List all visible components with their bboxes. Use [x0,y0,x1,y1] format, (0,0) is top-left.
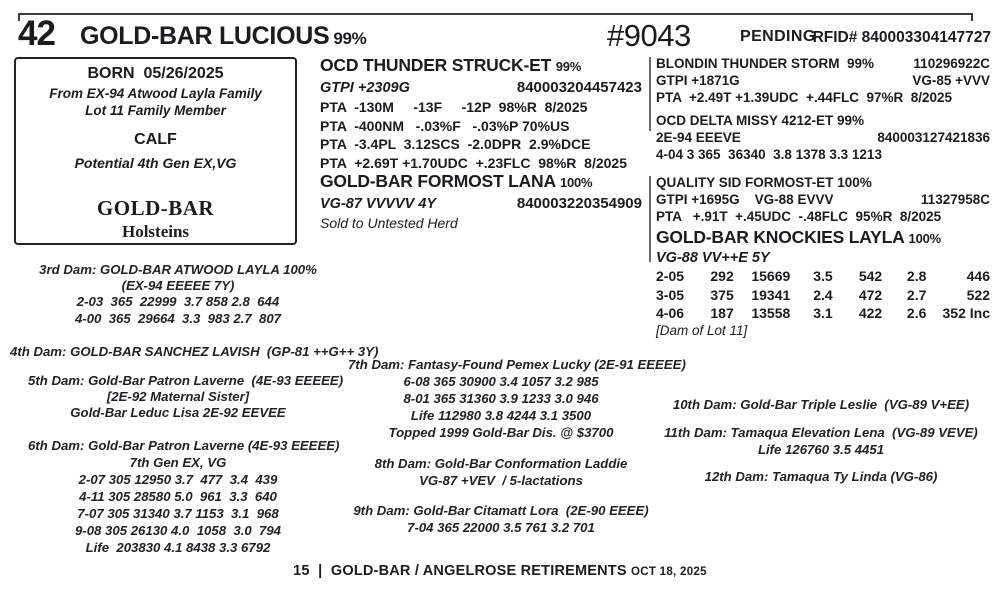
pedigree-line: 11th Dam: Tamaqua Elevation Lena (VG-89 VEVE) [664,425,978,440]
dam-purity-pct: 100% [559,175,593,190]
pedigree-line: 7-04 365 22000 3.5 761 3.2 701 [407,520,595,535]
pedigree-line: 4-00 365 29664 3.3 983 2.7 807 [74,310,282,326]
sire-gtpi-row [320,79,642,96]
lactation-record-cell: 3.1 [813,305,833,321]
lactation-record-cell: 2.6 [906,305,927,321]
animal-title [80,22,366,51]
footer-sale-title: 15 | GOLD-BAR / ANGELROSE RETIREMENTS [293,563,631,579]
pedigree-line: 7-07 305 31340 3.7 1153 3.1 968 [77,506,279,521]
pedigree-line: [2E-92 Maternal Sister] [106,389,250,405]
sire-dam-classification: 2E-94 EEEVE [656,130,741,145]
pedigree-line: 4-11 305 28580 5.0 961 3.3 640 [79,489,277,504]
sire-sire-reg: 110296922C [913,56,990,71]
lactation-record-cell: 542 [858,268,883,284]
pedigree-line: Topped 1999 Gold-Bar Dis. @ $3700 [388,425,614,440]
dam-sire-name: QUALITY SID FORMOST-ET 100% [656,175,872,190]
lactation-record-cell: 187 [710,305,734,321]
rfid-number: RFID# 840003304147727 [812,29,991,46]
lactation-record-cell: 4-06 [656,305,685,321]
sire-sire-name: BLONDIN THUNDER STORM 99% [656,56,875,71]
pedigree-line: 2-03 365 22999 3.7 858 2.8 644 [76,294,280,310]
sire-block [320,55,642,172]
pedigree-line: 9-08 305 26130 4.0 1058 3.0 794 [74,523,282,538]
lactation-record-cell: 3-05 [656,286,685,303]
sire-reg-number: 840003204457423 [516,79,642,96]
pedigree-line: 9th Dam: Gold-Bar Citamatt Lora (2E-90 EEEE) [353,503,649,518]
twelfth-dam-block [656,468,986,485]
sire-parents-bracket [649,57,651,131]
pedigree-line: PTA -3.4PL 3.12SCS -2.0DPR 2.9%DCE [320,136,591,152]
family-note-2: Lot 11 Family Member [85,103,226,118]
dam-dam-lactation-records [656,267,990,323]
animal-name: GOLD-BAR LUCIOUS [80,22,330,50]
sire-sire-classification: VG-85 +VVV [912,73,990,88]
pedigree-line: PTA -400NM -.03%F -.03%P 70%US [320,117,570,134]
sire-dam-record: 4-04 3 365 36340 3.8 1378 3.3 1213 [656,147,882,162]
lactation-record-cell: 15669 [751,268,791,284]
footer-sale-date: OCT 18, 2025 [630,566,707,578]
eleventh-dam-block [656,424,986,458]
lactation-record-cell: 2.4 [813,286,833,303]
top-rule [18,13,973,15]
lactation-record-cell: 472 [858,286,883,303]
dam-name: GOLD-BAR FORMOST LANA 100% [320,171,593,191]
lactation-record-cell: 446 [966,268,990,284]
lactation-record-cell: 522 [966,286,990,303]
dam-reg-number: 840003220354909 [516,195,642,212]
crop-tick-right [971,13,973,21]
pedigree-line: Life 112980 3.8 4244 3.1 3500 [410,408,592,423]
dam-sire-gtpi: GTPI +1695G VG-88 EVVV [656,192,834,207]
lactation-record-cell: 2.8 [906,268,927,284]
sire-name: OCD THUNDER STRUCK-ET 99% [320,55,582,75]
pedigree-line: 12th Dam: Tamaqua Ty Linda (VG-86) [704,469,938,484]
dam-sale-note: Sold to Untested Herd [320,215,458,231]
consignor-breed: Holsteins [121,222,190,241]
dam-block [320,171,642,231]
lactation-record-cell: 2.7 [906,286,927,303]
pedigree-line: 6-08 365 30900 3.4 1057 3.2 985 [403,374,599,389]
tag-number: #9043 [607,18,691,53]
sire-sire-name-row [656,55,990,72]
pedigree-line: Life 126760 3.5 4451 [757,442,885,457]
dam-score-row [320,195,642,212]
dam-of-lot-note: [Dam of Lot 11] [656,322,748,338]
seventh-dam-block [348,356,686,441]
dam-dam-name: GOLD-BAR KNOCKIES LAYLA 100% [656,227,941,247]
pedigree-line: PTA +2.69T +1.70UDC +.23FLC 98%R 8/2025 [320,154,627,171]
pedigree-line: 7th Gen EX, VG [129,455,227,470]
dam-dam-classification: VG-88 VV++E 5Y [656,250,770,266]
pedigree-line: 2-07 305 12950 3.7 477 3.4 439 [78,472,278,487]
born-date: BORN 05/26/2025 [87,65,224,82]
lactation-record-row [656,267,990,286]
lactation-record-row [656,304,990,323]
lactation-record-cell: 3.5 [813,268,833,284]
lactation-record-cell: 292 [710,268,734,284]
pedigree-line: 4th Dam: GOLD-BAR SANCHEZ LAVISH (GP-81 ++G++ 3Y) [10,344,379,359]
pedigree-line: 8-01 365 31360 3.9 1233 3.0 946 [403,391,599,406]
lactation-record-cell: 19341 [751,286,791,303]
page-footer [0,563,1000,579]
sire-parents-block [656,55,990,163]
pedigree-line: 3rd Dam: GOLD-BAR ATWOOD LAYLA 100% [39,262,317,277]
sire-gtpi: GTPI +2309G [320,80,410,96]
dam-parents-block [656,174,990,338]
pedigree-line: 6th Dam: Gold-Bar Patron Laverne (4E-93 EEEEE) [28,438,340,453]
tenth-dam-block [656,396,986,413]
third-dam-block [28,262,328,327]
sire-dam-name: OCD DELTA MISSY 4212-ET 99% [656,113,865,128]
dam-parents-bracket [649,176,651,262]
dam-classification: VG-87 VVVVV 4Y [320,196,437,212]
dam-sire-pta: PTA +.91T +.45UDC -.48FLC 95%R 8/2025 [656,209,942,224]
sire-sire-pta: PTA +2.49T +1.39UDC +.44FLC 97%R 8/2025 [656,90,953,105]
fourth-dam-block [10,344,379,360]
pedigree-line: PTA -130M -13F -12P 98%R 8/2025 [320,99,588,115]
dam-dam-purity-pct: 100% [908,231,941,246]
lactation-record-cell: 422 [858,305,883,321]
pedigree-line: 5th Dam: Gold-Bar Patron Laverne (4E-93 EEEEE) [28,373,344,388]
fifth-dam-block [28,373,344,422]
pedigree-line: 8th Dam: Gold-Bar Conformation Laddie [374,456,628,471]
lactation-record-cell: 13558 [751,305,791,321]
animal-type: CALF [134,131,177,148]
potential-note: Potential 4th Gen EX,VG [74,155,237,171]
sire-dam-score-row [656,129,990,146]
lactation-record-cell: 375 [710,286,734,303]
pedigree-line: Gold-Bar Leduc Lisa 2E-92 EEVEE [70,405,286,421]
dam-sire-gtpi-row [656,191,990,208]
lot-number: 42 [18,14,55,53]
sixth-dam-block [28,437,340,556]
pedigree-line: 10th Dam: Gold-Bar Triple Leslie (VG-89 V+EE) [672,397,970,412]
lactation-record-cell: 352 Inc [942,305,990,321]
pedigree-line: Life 203830 4.1 8438 3.3 6792 [85,540,271,555]
pedigree-line: VG-87 +VEV / 5-lactations [419,473,583,488]
sire-reliability-pct: 99% [555,59,582,74]
lactation-record-cell: 2-05 [656,268,685,284]
pedigree-line: (EX-94 EEEEE 7Y) [121,278,235,294]
sire-sire-gtpi: GTPI +1871G [656,73,740,88]
animal-reliability-pct: 99% [333,29,367,48]
ninth-dam-block [348,502,654,536]
eighth-dam-block [348,455,654,489]
pedigree-line: 7th Dam: Fantasy-Found Pemex Lucky (2E-91 EEEEE) [348,357,686,372]
status-label: PENDING [740,28,816,45]
animal-info-box [14,57,297,245]
consignor-prefix: GOLD-BAR [96,196,215,220]
sire-pta-lines [320,98,642,172]
sire-sire-gtpi-row [656,72,990,89]
lactation-record-row [656,286,990,305]
family-note-1: From EX-94 Atwood Layla Family [49,86,262,101]
dam-sire-reg: 11327958C [920,192,990,207]
sire-dam-reg: 840003127421836 [877,130,990,145]
